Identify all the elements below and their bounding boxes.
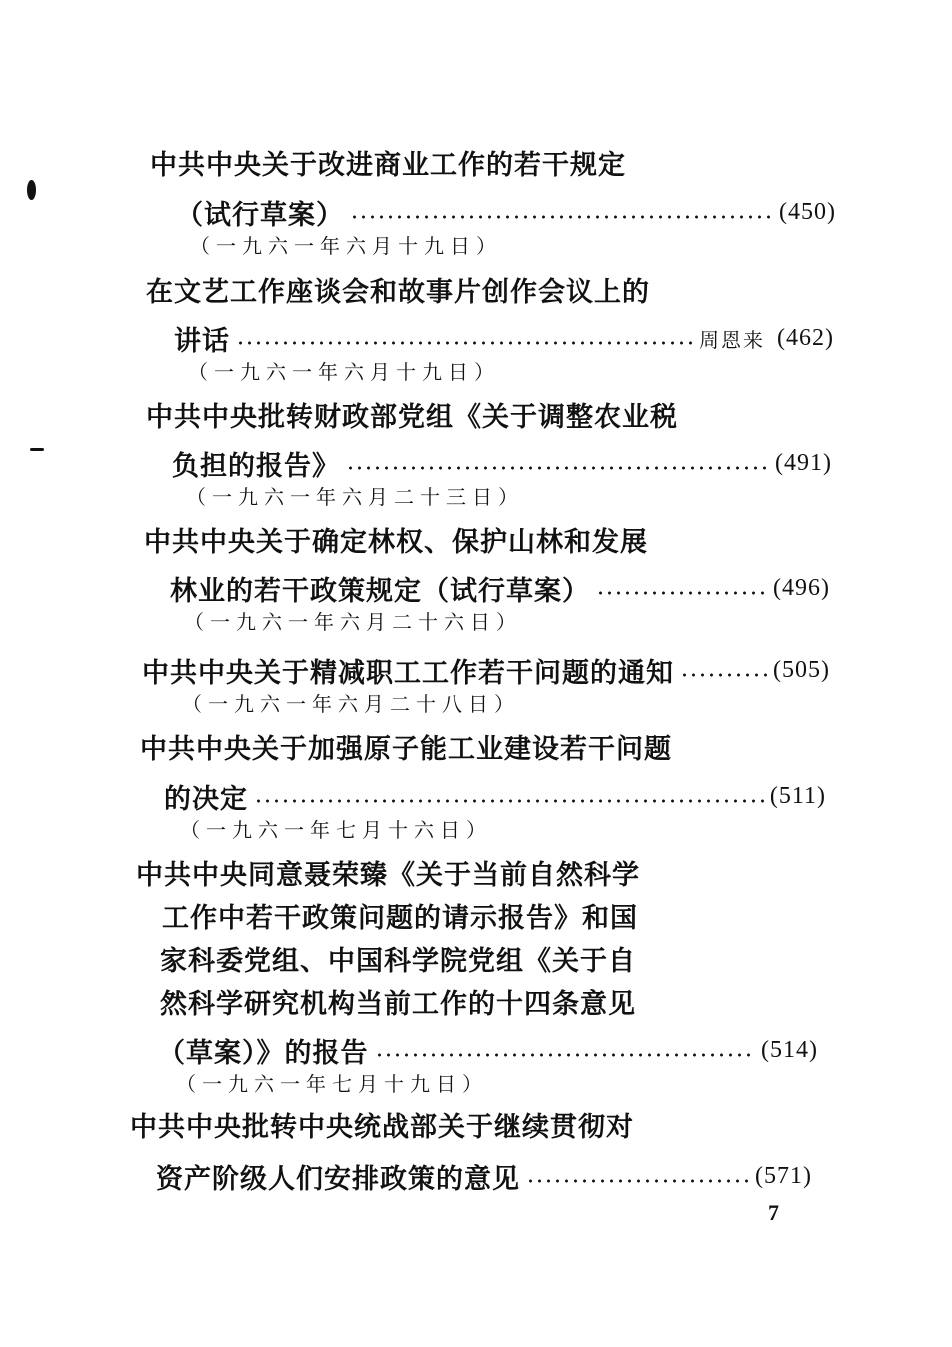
entry-page-ref: (496) xyxy=(773,574,830,601)
entry-leader-line xyxy=(172,445,832,481)
entry-author: 周恩来 xyxy=(699,327,766,352)
entry-page-ref: (462) xyxy=(777,324,834,351)
entry-title-line: 资产阶级人们安排政策的意见 xyxy=(156,1163,520,1195)
dot-leader xyxy=(350,215,773,219)
dot-leader xyxy=(596,591,767,595)
entry-date: （一九六一年六月二十三日） xyxy=(186,485,524,509)
entry-date: （一九六一年六月二十六日） xyxy=(184,610,522,634)
entry-leader-line xyxy=(158,1032,818,1068)
page-number: 7 xyxy=(768,1200,779,1225)
entry-title-line: 林业的若干政策规定（试行草案） xyxy=(170,575,590,607)
entry-title-line: 中共中央批转中央统战部关于继续贯彻对 xyxy=(130,1112,634,1143)
dot-leader xyxy=(375,1053,756,1057)
entry-date: （一九六一年六月十九日） xyxy=(188,360,500,384)
entry-page-ref: (505) xyxy=(773,656,830,683)
dot-leader xyxy=(254,799,764,803)
entry-page-ref: (511) xyxy=(769,782,826,809)
entry-title-line: 负担的报告》 xyxy=(172,450,340,482)
entry-leader-line xyxy=(164,778,826,814)
entry-leader-line xyxy=(156,1158,812,1194)
entry-page-ref: (491) xyxy=(775,449,832,476)
entry-title-line: 中共中央批转财政部党组《关于调整农业税 xyxy=(146,402,678,433)
entry-title-line: （草案）》的报告 xyxy=(158,1037,369,1069)
entry-title-line: 家科委党组、中国科学院党组《关于自 xyxy=(160,946,636,977)
entry-title-line: 然科学研究机构当前工作的十四条意见 xyxy=(160,989,636,1020)
entry-title-line: 中共中央同意聂荣臻《关于当前自然科学 xyxy=(136,860,640,891)
entry-page-ref: (450) xyxy=(779,198,836,225)
scan-speck xyxy=(30,448,44,451)
entry-leader-line xyxy=(170,570,830,606)
entry-leader-line xyxy=(176,194,836,230)
entry-title-line: 中共中央关于确定林权、保护山林和发展 xyxy=(144,527,648,558)
dot-leader xyxy=(346,466,769,470)
entry-page-ref: (571) xyxy=(755,1162,812,1189)
entry-title-line: 中共中央关于加强原子能工业建设若干问题 xyxy=(140,734,672,765)
entry-date: （一九六一年六月二十八日） xyxy=(182,692,520,716)
entry-title-line: 工作中若干政策问题的请示报告》和国 xyxy=(162,903,638,934)
entry-title-line: （试行草案） xyxy=(176,199,344,231)
entry-title-line: 中共中央关于改进商业工作的若干规定 xyxy=(150,150,626,181)
entry-title-line: 在文艺工作座谈会和故事片创作会议上的 xyxy=(146,277,650,308)
dot-leader xyxy=(526,1179,749,1183)
entry-title-line: 中共中央关于精减职工工作若干问题的通知 xyxy=(142,657,674,689)
entry-date: （一九六一年七月十九日） xyxy=(176,1072,488,1096)
dot-leader xyxy=(680,673,767,677)
entry-date: （一九六一年六月十九日） xyxy=(190,234,502,258)
entry-leader-line xyxy=(174,320,834,356)
entry-title-line: 讲话 xyxy=(174,325,230,357)
dot-leader xyxy=(236,341,693,345)
entry-title-line: 的决定 xyxy=(164,783,248,815)
entry-leader-line xyxy=(142,652,830,688)
entry-page-ref: (514) xyxy=(761,1036,818,1063)
entry-date: （一九六一年七月十六日） xyxy=(180,818,492,842)
scan-speck xyxy=(27,180,36,200)
